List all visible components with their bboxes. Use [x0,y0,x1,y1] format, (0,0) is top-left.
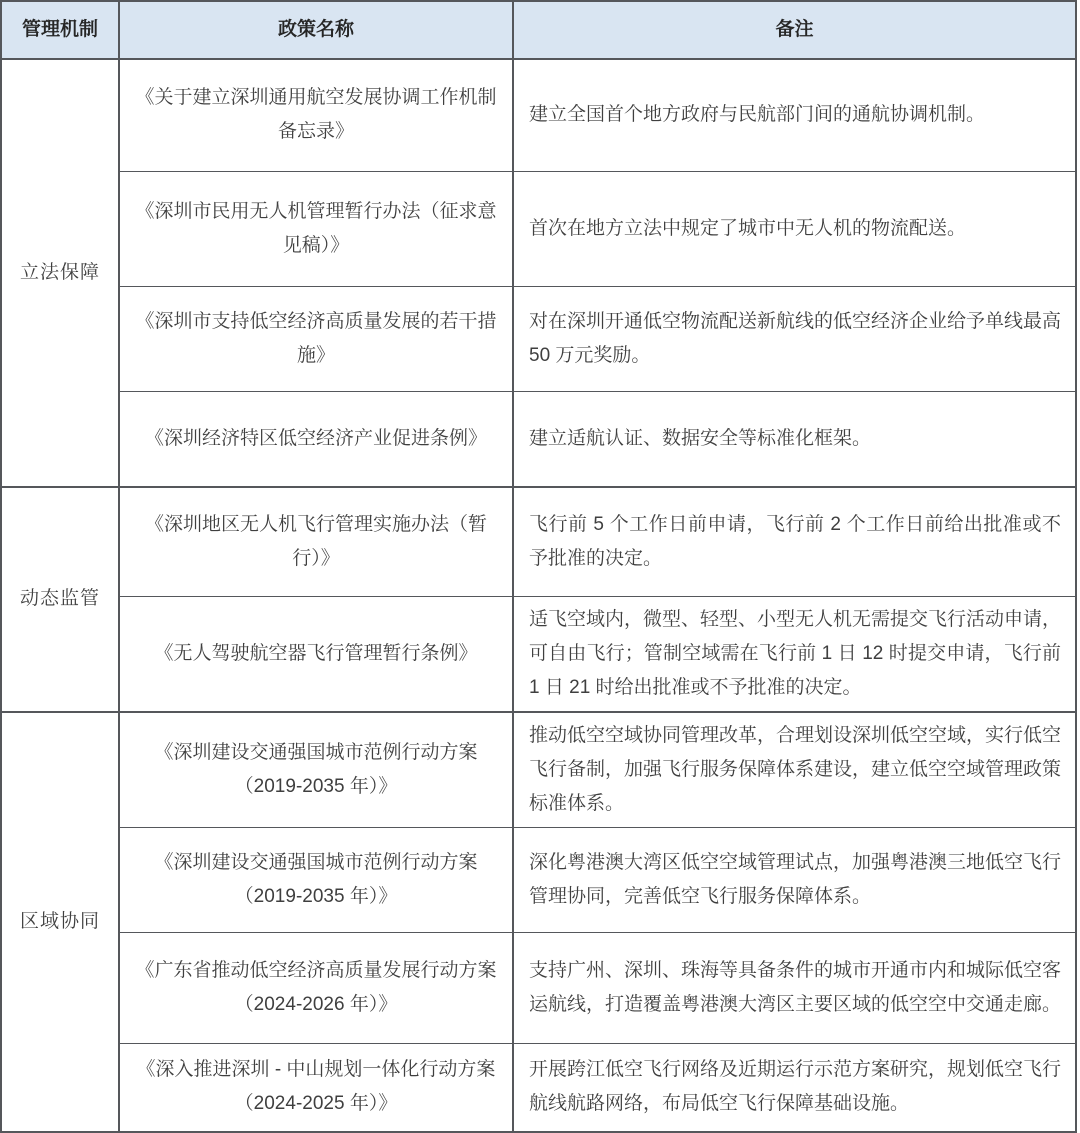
remark-cell: 建立全国首个地方政府与民航部门间的通航协调机制。 [513,59,1076,171]
policy-name-cell: 《深入推进深圳 - 中山规划一体化行动方案（2024-2025 年）》 [119,1044,513,1132]
column-header-mechanism: 管理机制 [1,1,119,59]
group-label-dynamic-supervision: 动态监管 [1,487,119,712]
policy-name-cell: 《深圳地区无人机飞行管理实施办法（暂行）》 [119,487,513,596]
policy-name-cell: 《广东省推动低空经济高质量发展行动方案（2024-2026 年）》 [119,933,513,1044]
remark-cell: 开展跨江低空飞行网络及近期运行示范方案研究，规划低空飞行航线航路网络，布局低空飞行保障基础设施。 [513,1044,1076,1132]
column-header-policy-name: 政策名称 [119,1,513,59]
table-row [1,933,1076,1044]
remark-cell: 深化粤港澳大湾区低空空域管理试点，加强粤港澳三地低空飞行管理协同，完善低空飞行服务保障体系。 [513,828,1076,933]
remark-cell: 支持广州、深圳、珠海等具备条件的城市开通市内和城际低空客运航线，打造覆盖粤港澳大湾区主要区域的低空空中交通走廊。 [513,933,1076,1044]
remark-cell: 适飞空域内，微型、轻型、小型无人机无需提交飞行活动申请，可自由飞行；管制空域需在飞行前 1 日 12 时提交申请，飞行前 1 日 21 时给出批准或不予批准的决定。 [513,596,1076,712]
remark-cell: 建立适航认证、数据安全等标准化框架。 [513,391,1076,487]
policy-name-cell: 《关于建立深圳通用航空发展协调工作机制备忘录》 [119,59,513,171]
table-row [1,596,1076,712]
remark-cell: 首次在地方立法中规定了城市中无人机的物流配送。 [513,171,1076,286]
table-row [1,59,1076,171]
policy-name-cell: 《无人驾驶航空器飞行管理暂行条例》 [119,596,513,712]
group-label-regional-coordination: 区域协同 [1,712,119,1132]
remark-cell: 飞行前 5 个工作日前申请，飞行前 2 个工作日前给出批准或不予批准的决定。 [513,487,1076,596]
policy-name-cell: 《深圳建设交通强国城市范例行动方案（2019-2035 年）》 [119,712,513,828]
header-row [1,1,1076,59]
policy-name-cell: 《深圳市支持低空经济高质量发展的若干措施》 [119,286,513,391]
table-row [1,828,1076,933]
group-label-legislation: 立法保障 [1,59,119,487]
column-header-remark: 备注 [513,1,1076,59]
table-row [1,391,1076,487]
table-row [1,712,1076,828]
table-row [1,171,1076,286]
table-row [1,1044,1076,1132]
policy-name-cell: 《深圳建设交通强国城市范例行动方案（2019-2035 年）》 [119,828,513,933]
table-row [1,487,1076,596]
policy-name-cell: 《深圳市民用无人机管理暂行办法（征求意见稿）》 [119,171,513,286]
policy-name-cell: 《深圳经济特区低空经济产业促进条例》 [119,391,513,487]
remark-cell: 对在深圳开通低空物流配送新航线的低空经济企业给予单线最高 50 万元奖励。 [513,286,1076,391]
table-row [1,286,1076,391]
remark-cell: 推动低空空域协同管理改革，合理划设深圳低空空域，实行低空飞行备制，加强飞行服务保障体系建设，建立低空空域管理政策标准体系。 [513,712,1076,828]
